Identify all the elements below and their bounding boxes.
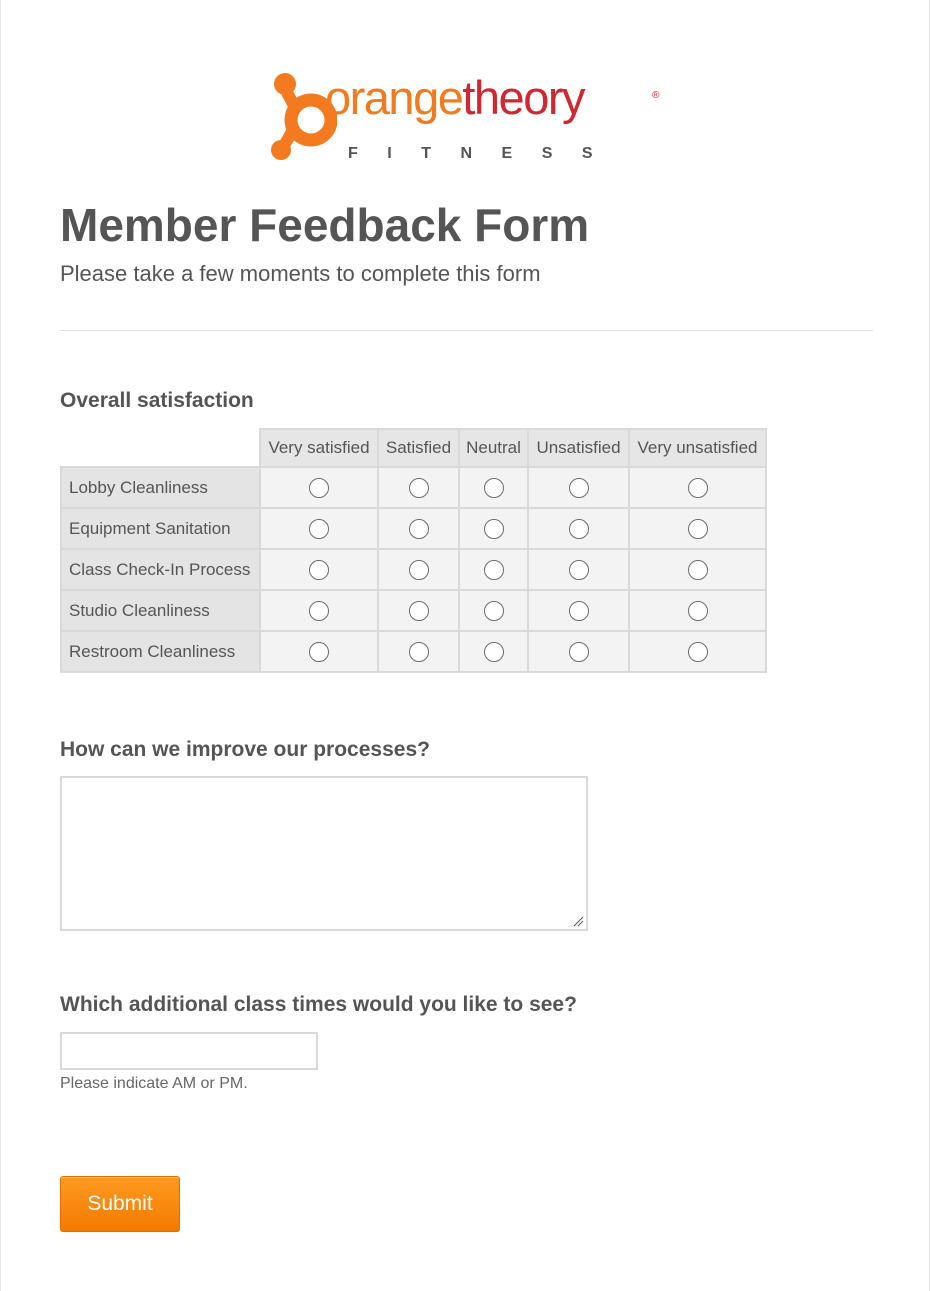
improve-textarea[interactable]	[60, 776, 588, 931]
matrix-row	[61, 631, 766, 672]
radio-unsatisfied[interactable]	[569, 601, 589, 621]
radio-very-satisfied[interactable]	[309, 642, 329, 662]
page-subtitle: Please take a few moments to complete this form	[60, 261, 541, 286]
radio-neutral[interactable]	[484, 560, 504, 580]
radio-very-satisfied[interactable]	[309, 519, 329, 539]
matrix-row	[61, 467, 766, 508]
logo-tagline: FITNESS	[348, 145, 623, 162]
resize-grip-icon[interactable]	[572, 915, 584, 927]
header-divider	[60, 330, 873, 331]
radio-satisfied[interactable]	[409, 642, 429, 662]
logo-word-theory: theory	[462, 71, 584, 124]
radio-satisfied[interactable]	[409, 478, 429, 498]
matrix-corner	[61, 429, 260, 467]
row-label: Restroom Cleanliness	[61, 631, 260, 672]
radio-unsatisfied[interactable]	[569, 519, 589, 539]
class-times-label: Which additional class times would you like to see?	[60, 993, 577, 1016]
radio-very-satisfied[interactable]	[309, 478, 329, 498]
radio-very-unsatisfied[interactable]	[688, 560, 708, 580]
radio-neutral[interactable]	[484, 601, 504, 621]
column-header: Satisfied	[378, 429, 459, 467]
radio-neutral[interactable]	[484, 642, 504, 662]
submit-button[interactable]: Submit	[60, 1176, 180, 1232]
matrix-row	[61, 508, 766, 549]
row-label: Class Check-In Process	[61, 549, 260, 590]
radio-unsatisfied[interactable]	[569, 642, 589, 662]
radio-very-unsatisfied[interactable]	[688, 601, 708, 621]
radio-satisfied[interactable]	[409, 601, 429, 621]
logo-word-orange: orange	[325, 71, 463, 124]
radio-very-satisfied[interactable]	[309, 601, 329, 621]
radio-unsatisfied[interactable]	[569, 478, 589, 498]
column-header: Very unsatisfied	[629, 429, 766, 467]
row-label: Equipment Sanitation	[61, 508, 260, 549]
matrix-row	[61, 590, 766, 631]
matrix-row	[61, 549, 766, 590]
row-label: Studio Cleanliness	[61, 590, 260, 631]
radio-satisfied[interactable]	[409, 560, 429, 580]
radio-neutral[interactable]	[484, 519, 504, 539]
radio-very-unsatisfied[interactable]	[688, 478, 708, 498]
radio-very-unsatisfied[interactable]	[688, 519, 708, 539]
logo-wordmark	[325, 71, 584, 124]
radio-neutral[interactable]	[484, 478, 504, 498]
improve-label: How can we improve our processes?	[60, 738, 430, 761]
column-header: Neutral	[459, 429, 528, 467]
satisfaction-matrix	[60, 428, 767, 673]
radio-very-satisfied[interactable]	[309, 560, 329, 580]
radio-unsatisfied[interactable]	[569, 560, 589, 580]
row-label: Lobby Cleanliness	[61, 467, 260, 508]
column-header: Unsatisfied	[528, 429, 629, 467]
satisfaction-label: Overall satisfaction	[60, 389, 254, 412]
page-title: Member Feedback Form	[60, 199, 590, 251]
registered-mark: ®	[652, 90, 660, 101]
radio-very-unsatisfied[interactable]	[688, 642, 708, 662]
class-times-input[interactable]	[60, 1032, 318, 1070]
orangetheory-logo	[271, 64, 671, 168]
class-times-hint: Please indicate AM or PM.	[60, 1075, 248, 1092]
radio-satisfied[interactable]	[409, 519, 429, 539]
column-header: Very satisfied	[260, 429, 378, 467]
